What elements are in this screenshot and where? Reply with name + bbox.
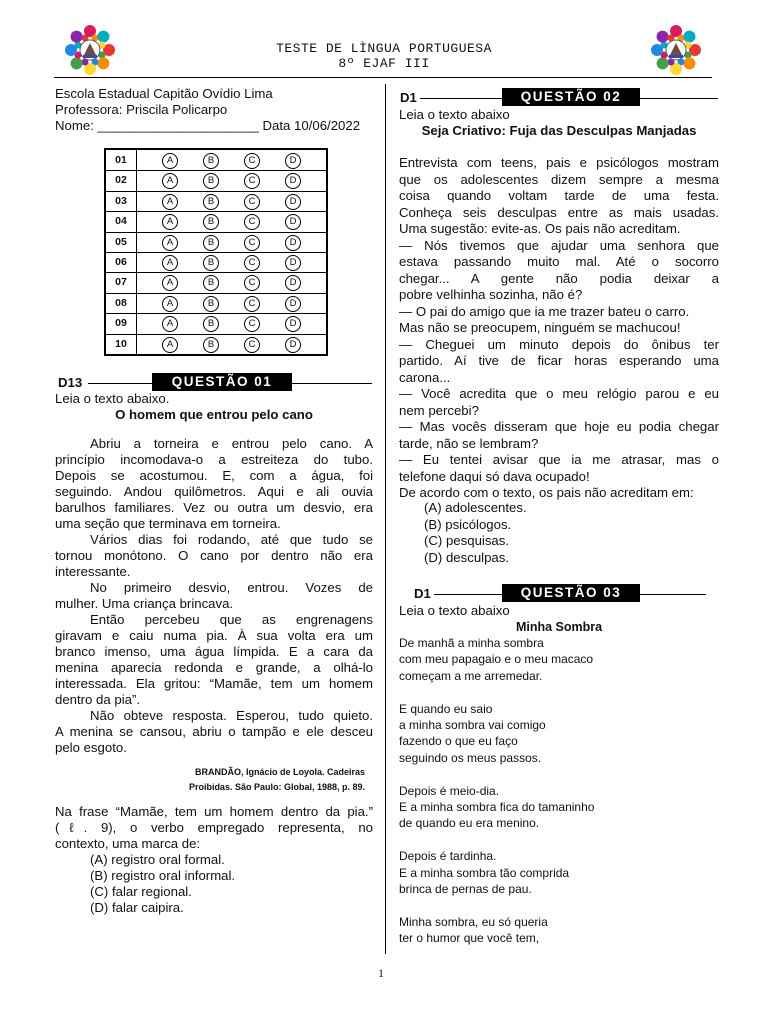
paragraph-line: — Cheguei um minuto depois do ônibus ter [399,336,719,352]
paragraph-line: Mas não se preocupem, ninguém se machucou! [399,320,681,335]
answer-row [106,272,326,292]
paragraph-line: Então percebeu que as engrenagens [90,612,373,627]
answer-bubble-a[interactable]: A [162,194,178,210]
paragraph-line: Vários dias foi rodando, até que tudo se [90,532,373,547]
answer-bubble-b[interactable]: B [203,255,219,271]
grid-row-line [106,334,326,335]
grid-row-line [106,191,326,192]
poem-line: Minha sombra, eu só queria [399,914,548,929]
answer-bubble-b[interactable]: B [203,316,219,332]
answer-bubble-b[interactable]: B [203,337,219,353]
answer-bubble-a[interactable]: A [162,214,178,230]
answer-bubble-a[interactable]: A [162,337,178,353]
grid-row-line [106,252,326,253]
answer-bubble-b[interactable]: B [203,194,219,210]
answer-row [106,191,326,211]
q1-label: QUESTÃO 01 [152,373,292,391]
q2-rule-right [640,98,718,99]
answer-row [106,170,326,190]
answer-bubble-c[interactable]: C [244,194,260,210]
paragraph-line: A menina se cansou, abriu o tampão e ele desceu [55,724,373,739]
paragraph-line: — Mas vocês disseram que hoje eu podia chegar [399,419,719,434]
paragraph-line: princípio incomodava-o a estreiteza do tubo. [55,452,373,467]
answer-bubble-b[interactable]: B [203,296,219,312]
answer-bubble-c[interactable]: C [244,235,260,251]
answer-row-number: 05 [106,232,137,252]
answer-bubble-c[interactable]: C [244,153,260,169]
paragraph-line: No primeiro desvio, entrou. Vozes de [90,580,373,595]
answer-row [106,313,326,333]
grid-row-line [106,313,326,314]
paragraph-line: interessada. Ela gritou: “Mamãe, tem um homem [55,676,373,691]
answer-bubble-c[interactable]: C [244,296,260,312]
answer-bubble-c[interactable]: C [244,275,260,291]
answer-option[interactable]: (A) adolescentes. [424,500,527,515]
q2-instruction: Leia o texto abaixo [399,107,510,122]
answer-option[interactable]: (B) psicólogos. [424,516,512,532]
paragraph-line: — O pai do amigo que ia me trazer bateu o carro. [399,303,690,319]
paragraph-line: interessante. [55,564,131,579]
answer-option[interactable]: (D) desculpas. [424,549,510,565]
paragraph-line: estava passando muito mal. Até o socorro [399,254,719,269]
paragraph-line: coisa quando voltam tarde de uma festa. [399,188,719,203]
poem-line: de quando eu era menino. [399,816,540,831]
answer-row [106,293,326,313]
q1-citation-line2: Proibidas. São Paulo: Global, 1988, p. 89. [188,782,365,792]
poem-line: Depois é tardinha. [399,849,497,864]
poem-line: Depois é meio-dia. [399,783,500,798]
answer-bubble-c[interactable]: C [244,214,260,230]
paragraph-line: — Eu tentei avisar que ia me atrasar, mas o [399,452,719,467]
answer-row [106,252,326,272]
answer-row-number: 04 [106,211,137,231]
answer-sheet-grid [104,148,328,356]
paragraph-line: Depois se acostumou. E, com a água, foi [55,468,373,483]
answer-bubble-a[interactable]: A [162,153,178,169]
answer-bubble-c[interactable]: C [244,173,260,189]
answer-option[interactable]: (A) registro oral formal. [90,852,225,867]
paragraph-line: Uma sugestão: evite-as. Os pais não acreditam. [399,221,681,236]
answer-row-number: 03 [106,191,137,211]
paragraph-line: uma seção que terminava em torneira. [55,516,281,531]
poem-line: com meu papagaio e o meu macaco [399,652,594,667]
answer-bubble-d[interactable]: D [285,275,301,291]
answer-row-number: 09 [106,313,137,333]
q1-instruction: Leia o texto abaixo. [55,391,170,406]
q3-instruction: Leia o texto abaixo [399,603,510,618]
grid-row-line [106,232,326,233]
q1-rule-right [292,383,372,384]
school-name: Escola Estadual Capitão Ovídio Lima [55,86,273,101]
q1-text-title: O homem que entrou pelo cano [115,407,313,422]
answer-row-number: 02 [106,170,137,190]
header-divider [54,77,712,78]
paragraph-line: que os adolescentes dizem sempre a mesma [399,171,719,187]
poem-line: De manhã a minha sombra [399,636,544,650]
answer-bubble-c[interactable]: C [244,255,260,271]
answer-option[interactable]: (C) pesquisas. [424,533,510,548]
paragraph-line: branco imenso, uma água límpida. E a cara da [55,644,373,659]
paragraph-line: partido. Aí tive de ficar horas esperando uma [399,353,719,368]
answer-row-number: 08 [106,293,137,313]
poem-line: brinca de pernas de pau. [399,882,532,896]
paragraph-line: pobre velhinha sozinha, não é? [399,287,583,302]
grid-row-line [106,293,326,294]
poem-line: a minha sombra vai comigo [399,718,546,732]
question-line: contexto, uma marca de: [55,836,201,851]
student-name-field[interactable]: Nome: ______________________ Data 10/06/2022 [55,118,361,133]
q1-citation-line1: BRANDÃO, Ignácio de Loyola. Cadeiras [194,767,365,777]
q3-label: QUESTÃO 03 [502,584,640,602]
q1-descriptor-code: D13 [58,375,83,390]
paragraph-line: Abriu a torneira e entrou pelo cano. A [90,436,373,451]
q3-descriptor-code: D1 [414,586,431,601]
paragraph-line: giravam e caiu numa pia. À sua volta era um [55,628,373,643]
column-divider [385,84,386,954]
answer-bubble-a[interactable]: A [162,255,178,271]
answer-bubble-c[interactable]: C [244,337,260,353]
answer-bubble-a[interactable]: A [162,235,178,251]
teacher-name: Professora: Priscila Policarpo [55,102,228,117]
q2-descriptor-code: D1 [400,90,417,105]
answer-bubble-c[interactable]: C [244,316,260,332]
answer-row-number: 07 [106,272,137,292]
poem-line: ter o humor que você tem, [399,931,540,946]
q3-text-title: Minha Sombra [515,620,603,634]
poem-line: E a minha sombra tão comprida [399,865,570,880]
answer-bubble-b[interactable]: B [203,275,219,291]
grid-row-line [106,170,326,171]
answer-row-number: 06 [106,252,137,272]
answer-bubble-d[interactable]: D [285,214,301,230]
paragraph-line: pelo esgoto. [55,740,127,755]
test-class: 8º EJAF III [338,56,430,71]
answer-row [106,150,326,170]
poem-line: seguindo os meus passos. [399,750,542,765]
answer-bubble-b[interactable]: B [203,235,219,251]
answer-bubble-b[interactable]: B [203,153,219,169]
paragraph-line: — Você acredita que o meu relógio parou e eu [399,386,719,401]
q2-rule-left [420,98,502,99]
answer-option[interactable]: (C) falar regional. [90,884,192,899]
answer-bubble-d[interactable]: D [285,337,301,353]
poem-line: fazendo o que eu faço [399,734,518,749]
answer-bubble-a[interactable]: A [162,275,178,291]
paragraph-line: carona... [399,369,451,385]
paragraph-line: nem percebi? [399,402,479,418]
poem-line: E quando eu saio [399,701,493,716]
answer-row [106,334,326,354]
q1-rule-left [88,383,152,384]
poem-line: E a minha sombra fica do tamaninho [399,800,595,814]
answer-bubble-a[interactable]: A [162,316,178,332]
answer-option[interactable]: (D) falar caipira. [90,900,184,915]
paragraph-line: tarde, não se lembram? [399,435,539,451]
answer-row [106,211,326,231]
answer-bubble-d[interactable]: D [285,296,301,312]
paragraph-line: chegar... A gente não podia deixar a [399,270,719,286]
paragraph-line: — Nós tivemos que ajudar uma senhora que [399,237,719,253]
answer-row-number: 01 [106,150,137,170]
answer-bubble-d[interactable]: D [285,255,301,271]
poem-line: começam a me arremedar. [399,668,543,683]
answer-bubble-d[interactable]: D [285,194,301,210]
q3-rule-left [434,594,502,595]
answer-bubble-a[interactable]: A [162,173,178,189]
test-title: TESTE DE LÌNGUA PORTUGUESA [276,41,492,56]
paragraph-line: Entrevista com teens, pais e psicólogos mostram [399,155,719,170]
answer-row [106,232,326,252]
paragraph-line: Não obteve resposta. Esperou, tudo quieto. [90,708,373,723]
paragraph-line: Conheça seis desculpas entre as mais usadas. [399,204,719,220]
answer-row-number: 10 [106,334,137,354]
answer-option[interactable]: (B) registro oral informal. [90,868,236,883]
paragraph-line: mulher. Uma criança brincava. [55,596,234,611]
answer-bubble-d[interactable]: D [285,153,301,169]
page-number: 1 [378,966,384,980]
paragraph-line: barulhos familiares. Vez ou outra um desvio, era [55,500,373,515]
answer-bubble-d[interactable]: D [285,235,301,251]
q2-label: QUESTÃO 02 [502,88,640,106]
grid-row-line [106,272,326,273]
paragraph-line: tornou monótono. O cano por dentro não era [55,548,373,563]
answer-bubble-d[interactable]: D [285,173,301,189]
question-line: (ℓ. 9), o verbo empregado representa, no [55,820,373,835]
paragraph-line: telefone daqui só dava ocupado! [399,468,590,484]
grid-row-line [106,211,326,212]
paragraph-line: seguindo. Andou quilômetros. Aqui e ali ouvia [55,484,373,499]
answer-bubble-b[interactable]: B [203,214,219,230]
paragraph-line: De acordo com o texto, os pais não acreditam em: [399,485,694,500]
paragraph-line: menina aparecia redonda e grande, a olhá-lo [55,660,373,675]
answer-bubble-a[interactable]: A [162,296,178,312]
q3-rule-right [640,594,706,595]
answer-bubble-b[interactable]: B [203,173,219,189]
question-line: Na frase “Mamãe, tem um homem dentro da pia.” [55,804,373,819]
answer-bubble-d[interactable]: D [285,316,301,332]
q2-text-title: Seja Criativo: Fuja das Desculpas Manjadas [421,123,697,138]
paragraph-line: dentro da pia”. [55,692,141,707]
